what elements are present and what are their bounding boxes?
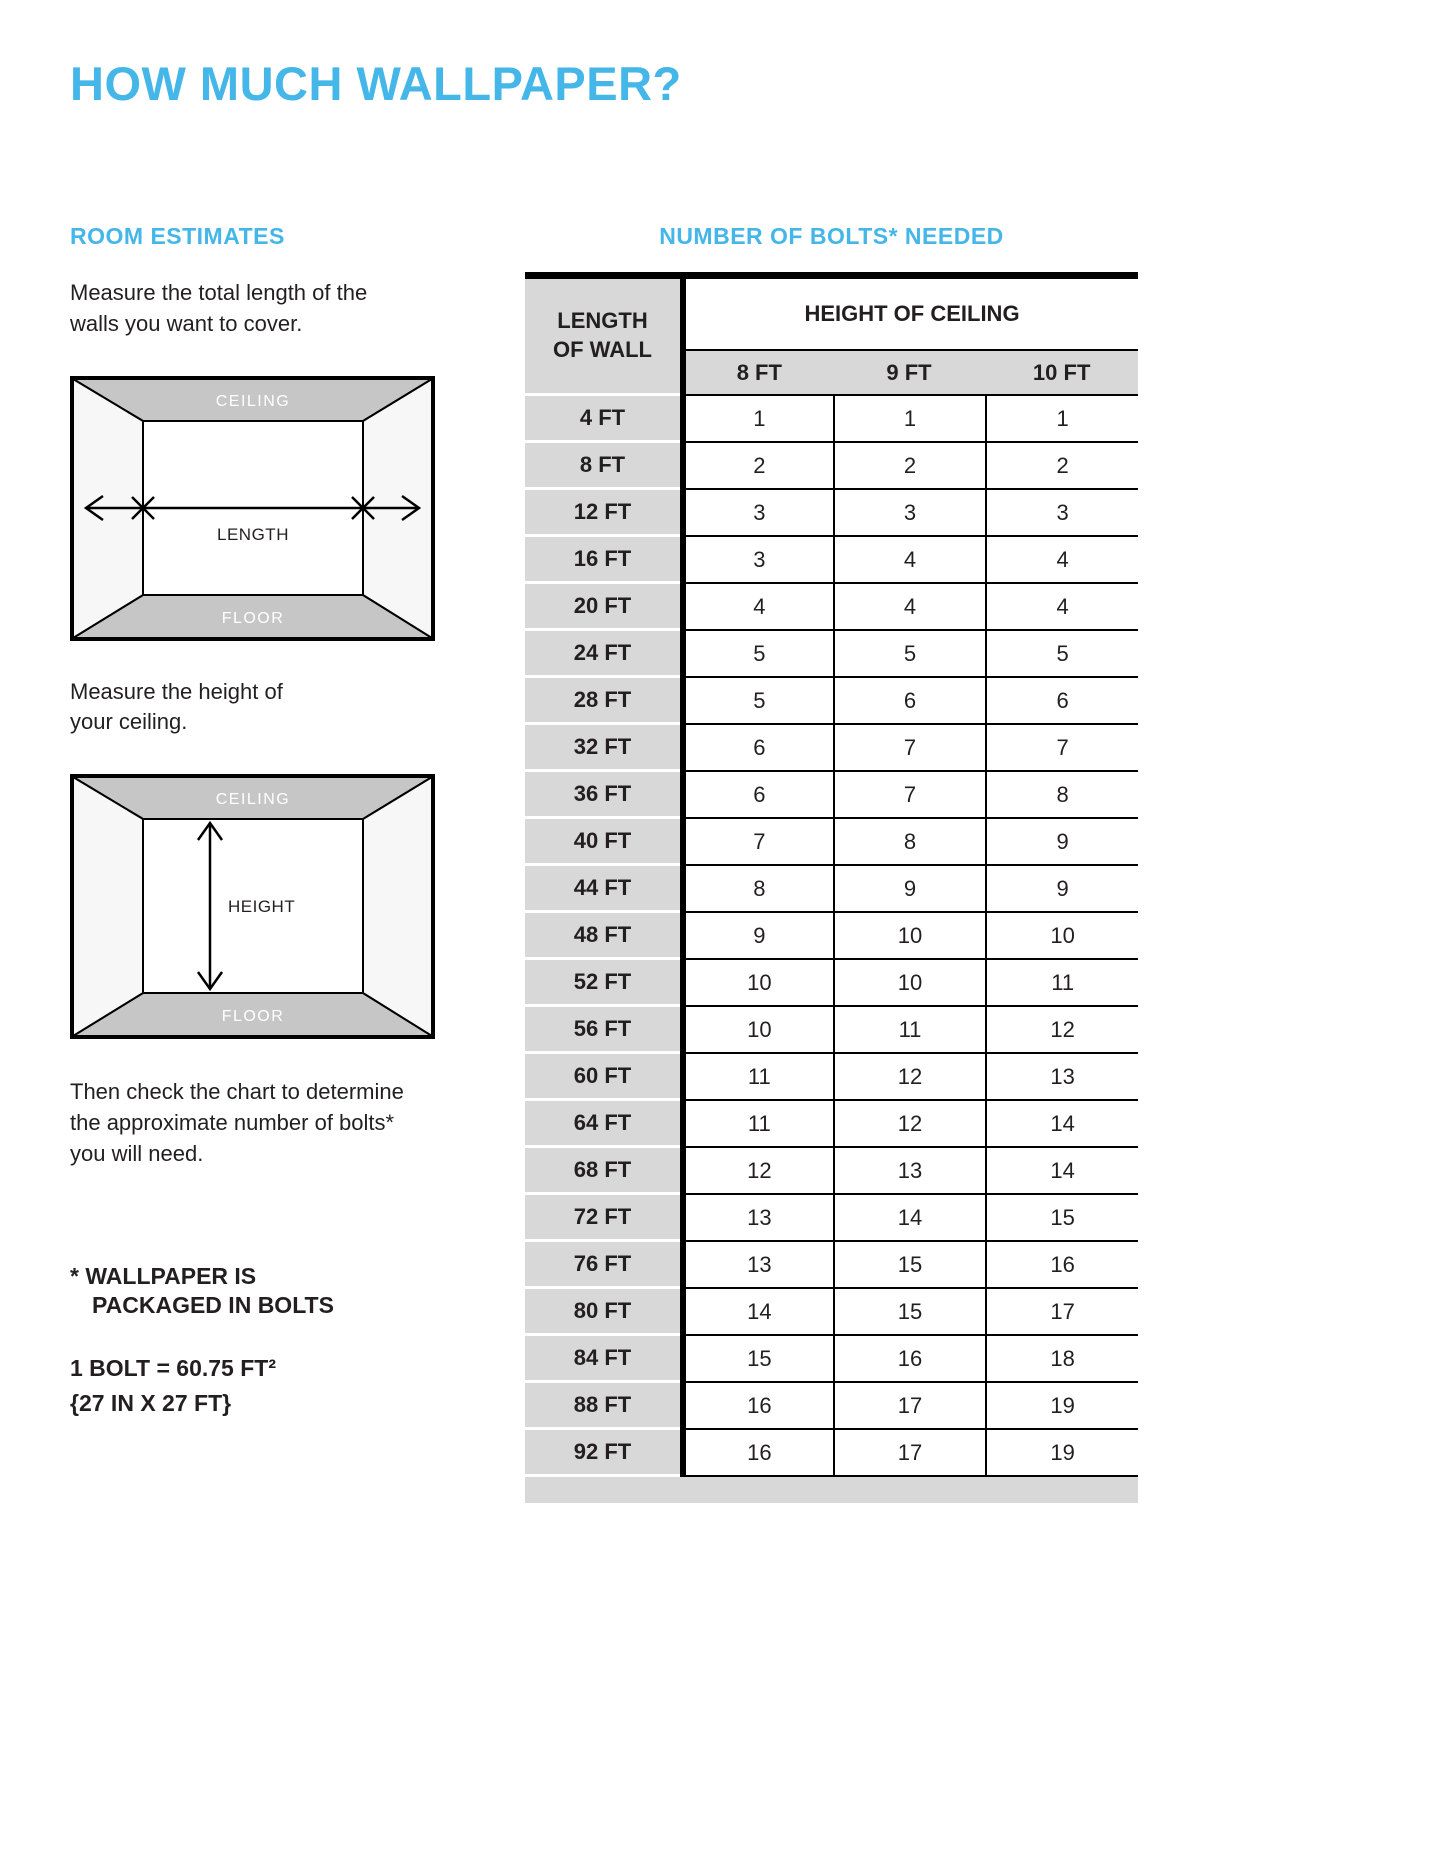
table-row	[525, 1336, 1138, 1383]
bolt-count-cell: 2	[680, 443, 833, 490]
bolt-count-cell: 5	[680, 631, 833, 678]
bolt-count-cell: 13	[680, 1195, 833, 1242]
bolts-table-head	[525, 279, 1138, 396]
table-row	[525, 1289, 1138, 1336]
table-row	[525, 725, 1138, 772]
table-row	[525, 490, 1138, 537]
row-header-wall-length: 52 FT	[525, 960, 680, 1007]
table-row	[525, 960, 1138, 1007]
row-header-wall-length: 64 FT	[525, 1101, 680, 1148]
bolts-table-foot	[525, 1477, 1138, 1503]
bolt-count-cell: 19	[985, 1430, 1138, 1477]
bolt-equation: 1 BOLT = 60.75 FT²	[70, 1355, 276, 1382]
floor-label: FLOOR	[221, 1008, 285, 1026]
instruction-measure-length: Measure the total length of the walls you want to cover.	[70, 280, 368, 336]
room-height-diagram	[70, 774, 435, 1039]
row-header-wall-length: 56 FT	[525, 1007, 680, 1054]
row-header-wall-length: 28 FT	[525, 678, 680, 725]
bolt-count-cell: 9	[833, 866, 986, 913]
content-columns	[70, 223, 1375, 1503]
bolts-table-body	[525, 396, 1138, 1477]
row-header-wall-length: 60 FT	[525, 1054, 680, 1101]
table-row	[525, 631, 1138, 678]
row-header-wall-length: 24 FT	[525, 631, 680, 678]
table-row	[525, 537, 1138, 584]
row-header-wall-length: 76 FT	[525, 1242, 680, 1289]
bolt-count-cell: 10	[680, 960, 833, 1007]
bolt-count-cell: 12	[985, 1007, 1138, 1054]
bolt-count-cell: 6	[985, 678, 1138, 725]
col-header-10ft: 10 FT	[985, 351, 1138, 396]
bolt-count-cell: 15	[833, 1242, 986, 1289]
bolt-count-cell: 5	[833, 631, 986, 678]
bolt-size-info	[70, 1351, 455, 1420]
note-line-2: PACKAGED IN BOLTS	[92, 1292, 334, 1319]
row-header-wall-length: 48 FT	[525, 913, 680, 960]
bolt-count-cell: 13	[680, 1242, 833, 1289]
row-header-wall-length: 44 FT	[525, 866, 680, 913]
height-label: HEIGHT	[228, 897, 296, 917]
col-group-header-height-of-ceiling: HEIGHT OF CEILING	[680, 279, 1138, 351]
bolt-count-cell: 12	[833, 1101, 986, 1148]
bolt-count-cell: 16	[680, 1430, 833, 1477]
bolt-count-cell: 11	[680, 1101, 833, 1148]
table-row	[525, 678, 1138, 725]
row-header-wall-length: 4 FT	[525, 396, 680, 443]
bolt-count-cell: 11	[680, 1054, 833, 1101]
bolt-count-cell: 10	[680, 1007, 833, 1054]
row-header-wall-length: 12 FT	[525, 490, 680, 537]
bolt-count-cell: 10	[985, 913, 1138, 960]
table-row	[525, 1383, 1138, 1430]
bolt-count-cell: 7	[680, 819, 833, 866]
bolts-needed-section	[525, 223, 1138, 1503]
bolt-count-cell: 3	[833, 490, 986, 537]
table-row	[525, 396, 1138, 443]
left-wall	[73, 777, 143, 1036]
bolt-count-cell: 2	[985, 443, 1138, 490]
bolt-count-cell: 9	[985, 866, 1138, 913]
bolt-count-cell: 4	[985, 537, 1138, 584]
bolt-count-cell: 17	[833, 1383, 986, 1430]
bolt-count-cell: 7	[833, 725, 986, 772]
bolt-count-cell: 11	[833, 1007, 986, 1054]
row-header-wall-length: 92 FT	[525, 1430, 680, 1477]
bolt-count-cell: 14	[985, 1148, 1138, 1195]
bolt-count-cell: 1	[833, 396, 986, 443]
row-header-wall-length: 32 FT	[525, 725, 680, 772]
bolt-count-cell: 8	[833, 819, 986, 866]
table-row	[525, 443, 1138, 490]
row-header-wall-length: 8 FT	[525, 443, 680, 490]
bolt-count-cell: 10	[833, 913, 986, 960]
ceiling-label: CEILING	[215, 791, 291, 809]
col-header-9ft: 9 FT	[833, 351, 986, 396]
bolt-count-cell: 7	[833, 772, 986, 819]
table-row	[525, 913, 1138, 960]
bolt-count-cell: 16	[985, 1242, 1138, 1289]
table-row	[525, 1101, 1138, 1148]
bolt-count-cell: 14	[833, 1195, 986, 1242]
bolt-count-cell: 3	[680, 490, 833, 537]
bolt-count-cell: 7	[985, 725, 1138, 772]
bolt-count-cell: 15	[833, 1289, 986, 1336]
floor-label: FLOOR	[221, 609, 285, 627]
bolt-count-cell: 17	[985, 1289, 1138, 1336]
bolt-count-cell: 14	[985, 1101, 1138, 1148]
row-header-wall-length: 88 FT	[525, 1383, 680, 1430]
bolt-count-cell: 11	[985, 960, 1138, 1007]
row-header-wall-length: 68 FT	[525, 1148, 680, 1195]
col-header-length-of-wall: LENGTH OF WALL	[525, 279, 680, 396]
bolt-count-cell: 6	[680, 772, 833, 819]
bolt-count-cell: 13	[985, 1054, 1138, 1101]
table-row	[525, 866, 1138, 913]
section-title-room-estimates: ROOM ESTIMATES	[70, 223, 285, 249]
length-label: LENGTH	[217, 524, 289, 544]
row-header-wall-length: 72 FT	[525, 1195, 680, 1242]
row-header-wall-length: 80 FT	[525, 1289, 680, 1336]
bolt-count-cell: 18	[985, 1336, 1138, 1383]
section-title-bolts-needed: NUMBER OF BOLTS* NEEDED	[659, 223, 1004, 249]
bolt-count-cell: 16	[680, 1383, 833, 1430]
bolt-count-cell: 2	[833, 443, 986, 490]
bolt-count-cell: 9	[985, 819, 1138, 866]
bolt-count-cell: 3	[985, 490, 1138, 537]
table-footer-band	[525, 1477, 1138, 1503]
bolt-count-cell: 16	[833, 1336, 986, 1383]
room-length-diagram	[70, 376, 435, 641]
bolt-count-cell: 5	[985, 631, 1138, 678]
bolt-count-cell: 8	[680, 866, 833, 913]
bolt-count-cell: 8	[985, 772, 1138, 819]
bolt-count-cell: 4	[833, 537, 986, 584]
bolt-count-cell: 13	[833, 1148, 986, 1195]
instruction-check-chart: Then check the chart to determine the approximate number of bolts* you will need.	[70, 1079, 404, 1166]
bolt-count-cell: 12	[833, 1054, 986, 1101]
wallpaper-bolts-note	[70, 1262, 455, 1322]
table-row	[525, 1242, 1138, 1289]
bolt-dimensions: {27 IN X 27 FT}	[70, 1389, 232, 1416]
bolt-count-cell: 5	[680, 678, 833, 725]
row-header-wall-length: 40 FT	[525, 819, 680, 866]
bolt-count-cell: 9	[680, 913, 833, 960]
table-row	[525, 1007, 1138, 1054]
table-row	[525, 772, 1138, 819]
bolt-count-cell: 10	[833, 960, 986, 1007]
row-header-wall-length: 36 FT	[525, 772, 680, 819]
bolt-count-cell: 6	[833, 678, 986, 725]
row-header-wall-length: 84 FT	[525, 1336, 680, 1383]
note-line-1: * WALLPAPER IS	[70, 1262, 257, 1289]
bolt-count-cell: 12	[680, 1148, 833, 1195]
bolt-count-cell: 1	[680, 396, 833, 443]
table-row	[525, 1148, 1138, 1195]
table-row	[525, 1054, 1138, 1101]
bolt-count-cell: 19	[985, 1383, 1138, 1430]
room-estimates-section	[70, 223, 455, 1503]
table-row	[525, 584, 1138, 631]
ceiling-label: CEILING	[215, 392, 291, 410]
bolt-count-cell: 6	[680, 725, 833, 772]
bolt-count-cell: 14	[680, 1289, 833, 1336]
bolts-table	[525, 272, 1138, 1503]
row-header-wall-length: 16 FT	[525, 537, 680, 584]
table-row	[525, 819, 1138, 866]
bolt-count-cell: 17	[833, 1430, 986, 1477]
table-row	[525, 1430, 1138, 1477]
bolt-count-cell: 1	[985, 396, 1138, 443]
bolt-count-cell: 15	[985, 1195, 1138, 1242]
bolt-count-cell: 4	[680, 584, 833, 631]
bolt-count-cell: 4	[985, 584, 1138, 631]
row-header-wall-length: 20 FT	[525, 584, 680, 631]
bolt-count-cell: 4	[833, 584, 986, 631]
bolt-count-cell: 3	[680, 537, 833, 584]
page-title: HOW MUCH WALLPAPER?	[70, 57, 682, 110]
col-header-8ft: 8 FT	[680, 351, 833, 396]
table-row	[525, 1195, 1138, 1242]
bolt-count-cell: 15	[680, 1336, 833, 1383]
instruction-measure-height: Measure the height of your ceiling.	[70, 678, 283, 735]
right-wall	[363, 777, 432, 1036]
